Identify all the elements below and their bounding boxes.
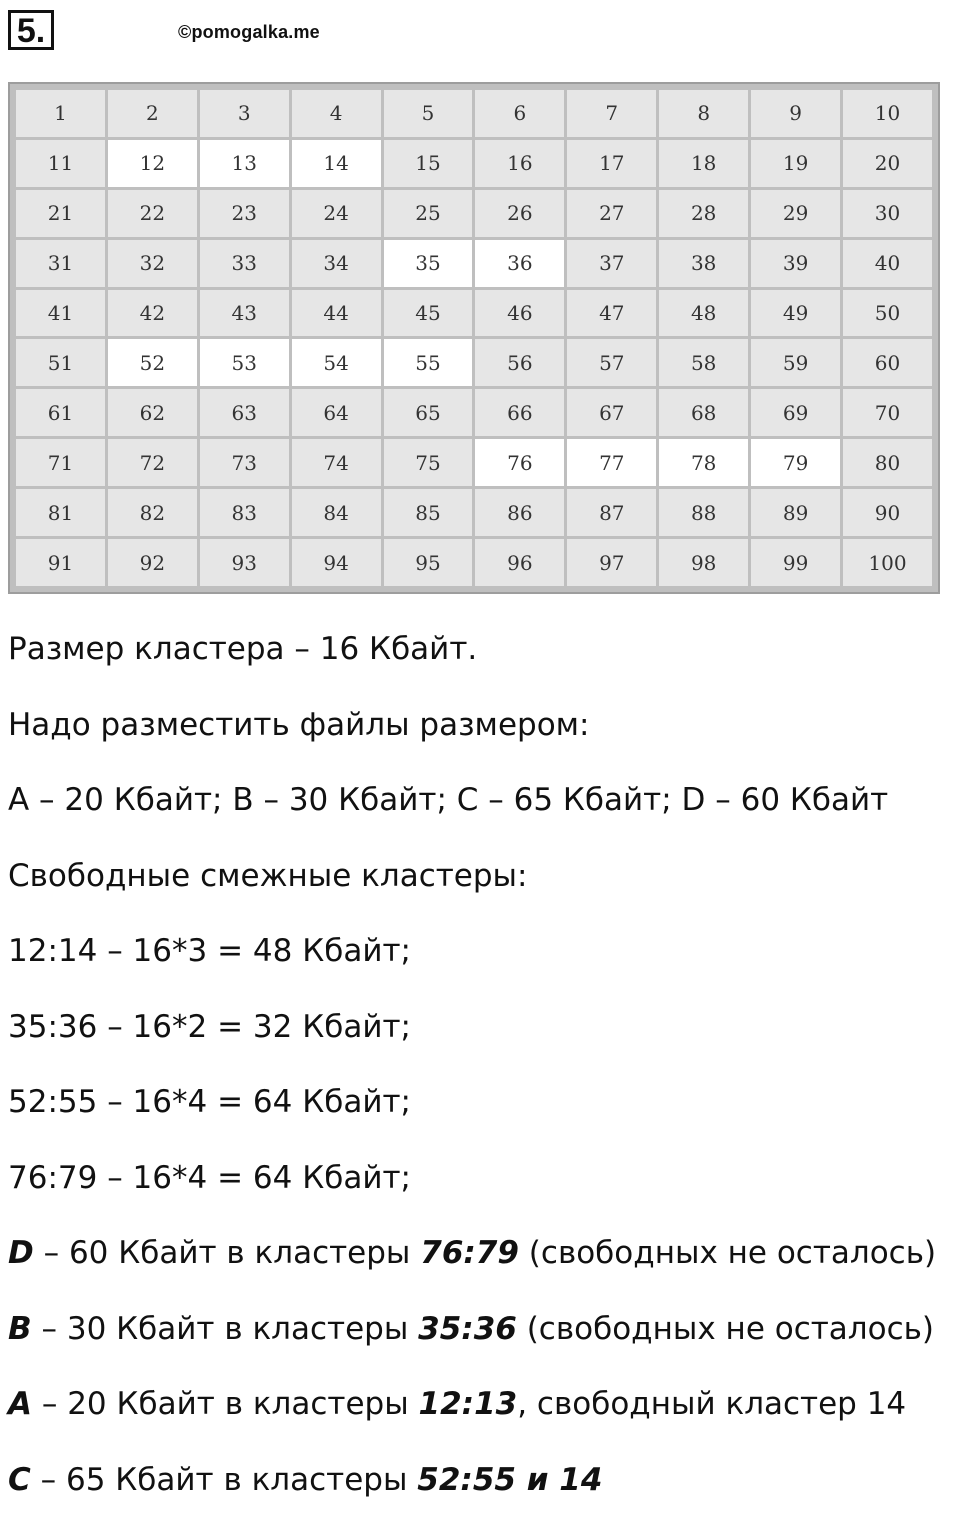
cluster-cell-free: 78: [659, 439, 748, 486]
cluster-cell: 88: [659, 489, 748, 536]
file-label: B: [8, 1311, 32, 1347]
cluster-cell: 56: [475, 339, 564, 386]
cluster-cell: 23: [200, 190, 289, 237]
cluster-cell: 71: [16, 439, 105, 486]
cluster-cell: 45: [384, 290, 473, 337]
cluster-cell: 70: [843, 389, 932, 436]
cluster-cell: 75: [384, 439, 473, 486]
cluster-cell: 81: [16, 489, 105, 536]
cluster-cell: 34: [292, 240, 381, 287]
cluster-cell: 6: [475, 90, 564, 137]
cluster-cell: 57: [567, 339, 656, 386]
solution-text: [8, 612, 960, 1518]
cluster-cell: 62: [108, 389, 197, 436]
cluster-cell: 60: [843, 339, 932, 386]
cluster-cell: 1: [16, 90, 105, 137]
cluster-cell: 11: [16, 140, 105, 187]
cluster-cell: 72: [108, 439, 197, 486]
cluster-cell: 90: [843, 489, 932, 536]
cluster-cell: 98: [659, 539, 748, 586]
cluster-cell: 92: [108, 539, 197, 586]
cluster-cell-free: 53: [200, 339, 289, 386]
cluster-cell: 74: [292, 439, 381, 486]
cluster-cell: 91: [16, 539, 105, 586]
free-range-line: 52:55 – 16*4 = 64 Кбайт;: [8, 1065, 960, 1141]
cluster-cell: 20: [843, 140, 932, 187]
file-label: A: [8, 1386, 32, 1422]
cluster-cell: 99: [751, 539, 840, 586]
cluster-cell: 33: [200, 240, 289, 287]
cluster-cell: 86: [475, 489, 564, 536]
cluster-cell: 28: [659, 190, 748, 237]
cluster-row: [16, 489, 932, 536]
cluster-cell: 8: [659, 90, 748, 137]
cluster-row: [16, 439, 932, 486]
cluster-cell: 38: [659, 240, 748, 287]
cluster-cell: 89: [751, 489, 840, 536]
cluster-cell: 24: [292, 190, 381, 237]
cluster-cell: 39: [751, 240, 840, 287]
cluster-cell: 73: [200, 439, 289, 486]
cluster-row: [16, 90, 932, 137]
cluster-cell: 84: [292, 489, 381, 536]
cluster-cell: 83: [200, 489, 289, 536]
cluster-cell: 25: [384, 190, 473, 237]
cluster-cell: 41: [16, 290, 105, 337]
files-intro-line: Надо разместить файлы размером:: [8, 688, 960, 764]
cluster-cell: 64: [292, 389, 381, 436]
cluster-cell: 85: [384, 489, 473, 536]
watermark: ©pomogalka.me: [178, 22, 320, 43]
cluster-row: [16, 389, 932, 436]
cluster-cell: 30: [843, 190, 932, 237]
cluster-table: [13, 87, 935, 589]
cluster-cell: 27: [567, 190, 656, 237]
cluster-cell: 97: [567, 539, 656, 586]
cluster-cell-free: 79: [751, 439, 840, 486]
answer-note: , свободный кластер 14: [517, 1386, 906, 1422]
cluster-cell: 3: [200, 90, 289, 137]
cluster-cell: 40: [843, 240, 932, 287]
cluster-cell: 63: [200, 389, 289, 436]
cluster-cell: 51: [16, 339, 105, 386]
free-range-line: 35:36 – 16*2 = 32 Кбайт;: [8, 990, 960, 1066]
cluster-cell: 21: [16, 190, 105, 237]
cluster-cell-free: 55: [384, 339, 473, 386]
cluster-cell: 49: [751, 290, 840, 337]
answer-line-d: [8, 1216, 960, 1292]
cluster-cell: 66: [475, 389, 564, 436]
answer-text: – 65 Кбайт в кластеры: [31, 1462, 418, 1498]
cluster-cell-free: 77: [567, 439, 656, 486]
cluster-cell: 68: [659, 389, 748, 436]
cluster-cell: 31: [16, 240, 105, 287]
answer-note: (свободных не осталось): [519, 1235, 936, 1271]
cluster-row: [16, 539, 932, 586]
cluster-cell-free: 36: [475, 240, 564, 287]
cluster-cell: 17: [567, 140, 656, 187]
cluster-row: [16, 339, 932, 386]
cluster-cell: 18: [659, 140, 748, 187]
cluster-cell-free: 76: [475, 439, 564, 486]
answer-line-a: [8, 1367, 960, 1443]
cluster-cell: 44: [292, 290, 381, 337]
answer-text: – 20 Кбайт в кластеры: [32, 1386, 419, 1422]
cluster-cell: 47: [567, 290, 656, 337]
file-label: D: [8, 1235, 34, 1271]
answer-text: – 30 Кбайт в кластеры: [32, 1311, 419, 1347]
cluster-cell-free: 13: [200, 140, 289, 187]
cluster-cell: 26: [475, 190, 564, 237]
cluster-row: [16, 190, 932, 237]
cluster-cell-free: 52: [108, 339, 197, 386]
cluster-range: 12:13: [419, 1386, 518, 1422]
answer-line-b: [8, 1292, 960, 1368]
cluster-cell-free: 12: [108, 140, 197, 187]
cluster-cell: 50: [843, 290, 932, 337]
cluster-cell: 29: [751, 190, 840, 237]
free-range-line: 12:14 – 16*3 = 48 Кбайт;: [8, 914, 960, 990]
cluster-cell: 37: [567, 240, 656, 287]
cluster-cell: 43: [200, 290, 289, 337]
cluster-cell: 82: [108, 489, 197, 536]
cluster-cell: 5: [384, 90, 473, 137]
free-range-line: 76:79 – 16*4 = 64 Кбайт;: [8, 1141, 960, 1217]
cluster-cell: 42: [108, 290, 197, 337]
cluster-cell: 2: [108, 90, 197, 137]
cluster-cell: 10: [843, 90, 932, 137]
cluster-cell: 4: [292, 90, 381, 137]
cluster-cell: 96: [475, 539, 564, 586]
cluster-cell: 7: [567, 90, 656, 137]
cluster-size-line: Размер кластера – 16 Кбайт.: [8, 612, 960, 688]
cluster-cell: 80: [843, 439, 932, 486]
cluster-grid: [8, 82, 940, 594]
cluster-cell: 22: [108, 190, 197, 237]
cluster-row: [16, 240, 932, 287]
cluster-row: [16, 290, 932, 337]
cluster-cell: 65: [384, 389, 473, 436]
cluster-cell: 95: [384, 539, 473, 586]
cluster-cell-free: 14: [292, 140, 381, 187]
cluster-cell: 9: [751, 90, 840, 137]
answer-line-c: [8, 1443, 960, 1518]
answer-note: (свободных не осталось): [517, 1311, 934, 1347]
cluster-cell: 46: [475, 290, 564, 337]
cluster-row: [16, 140, 932, 187]
cluster-range: 76:79: [420, 1235, 519, 1271]
file-label: C: [8, 1462, 31, 1498]
cluster-cell: 19: [751, 140, 840, 187]
cluster-cell-free: 35: [384, 240, 473, 287]
cluster-cell: 67: [567, 389, 656, 436]
cluster-cell: 32: [108, 240, 197, 287]
task-number: 5.: [8, 10, 54, 50]
answer-text: – 60 Кбайт в кластеры: [34, 1235, 421, 1271]
cluster-cell: 16: [475, 140, 564, 187]
cluster-range: 52:55 и 14: [417, 1462, 602, 1498]
cluster-cell: 59: [751, 339, 840, 386]
cluster-cell: 61: [16, 389, 105, 436]
files-list-line: A – 20 Кбайт; B – 30 Кбайт; C – 65 Кбайт; D – 60 Кбайт: [8, 763, 960, 839]
cluster-cell: 15: [384, 140, 473, 187]
cluster-range: 35:36: [418, 1311, 517, 1347]
cluster-cell: 94: [292, 539, 381, 586]
cluster-cell: 93: [200, 539, 289, 586]
cluster-cell: 48: [659, 290, 748, 337]
cluster-cell-free: 54: [292, 339, 381, 386]
free-intro-line: Свободные смежные кластеры:: [8, 839, 960, 915]
cluster-cell: 69: [751, 389, 840, 436]
cluster-cell: 87: [567, 489, 656, 536]
cluster-cell: 58: [659, 339, 748, 386]
cluster-cell: 100: [843, 539, 932, 586]
